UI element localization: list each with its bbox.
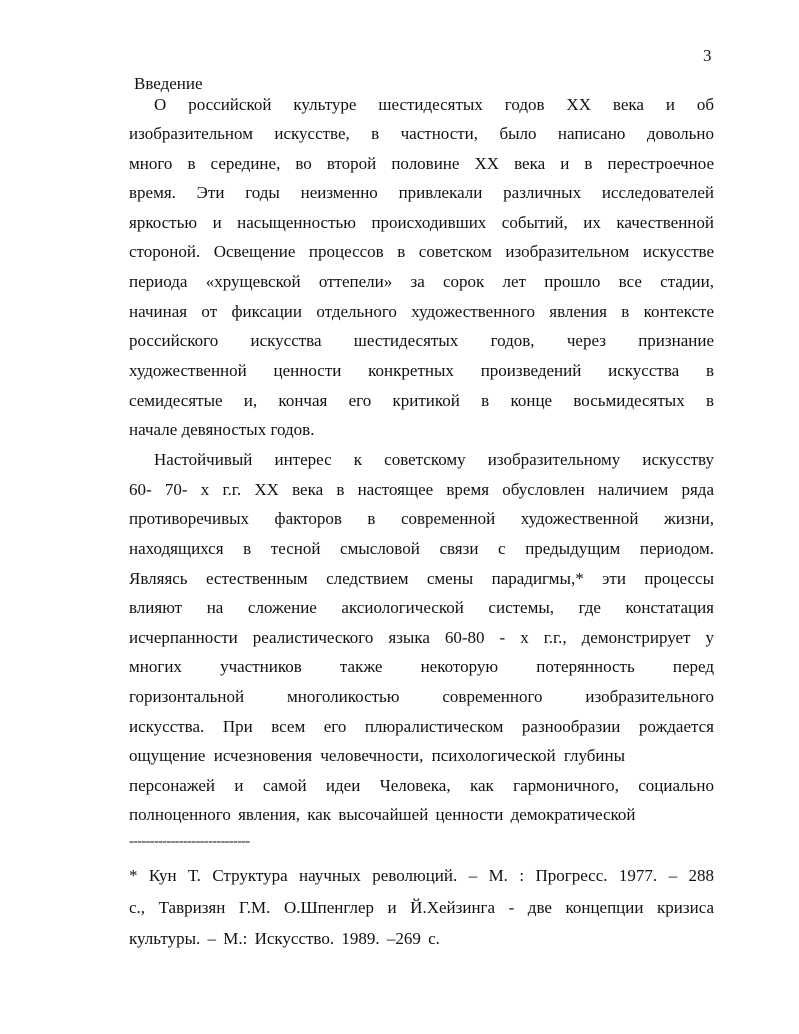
body-line: искусства. При всем его плюралистическом разнообразии рождается <box>129 717 714 736</box>
body-line: начале девяностых годов. <box>129 420 315 439</box>
body-line: влияют на сложение аксиологической системы, где констатация <box>129 598 714 617</box>
body-line: противоречивых факторов в современной художественной жизни, <box>129 509 714 528</box>
body-line: изобразительном искусстве, в частности, было написано довольно <box>129 124 714 143</box>
body-line: время. Эти годы неизменно привлекали различных исследователей <box>129 183 714 202</box>
body-line: многих участников также некоторую потерянность перед <box>129 657 714 676</box>
body-line: начиная от фиксации отдельного художественного явления в контексте <box>129 302 714 321</box>
body-line: 60- 70- х г.г. XX века в настоящее время обусловлен наличием ряда <box>129 480 714 499</box>
body-line: находящихся в тесной смысловой связи с предыдущим периодом. <box>129 539 714 558</box>
body-line: исчерпанности реалистического языка 60-80 - х г.г., демонстрирует у <box>129 628 714 647</box>
body-line: российского искусства шестидесятых годов, через признание <box>129 331 714 350</box>
footnote-separator: ----------------------------- <box>129 834 250 849</box>
page-number: 3 <box>703 46 712 65</box>
body-line: стороной. Освещение процессов в советском изобразительном искусстве <box>129 242 714 261</box>
body-line: яркостью и насыщенностью происходивших событий, их качественной <box>129 213 714 232</box>
footnote-line: культуры. – М.: Искусство. 1989. –269 с. <box>129 929 440 948</box>
body-line: О российской культуре шестидесятых годов XX века и об <box>154 95 714 114</box>
body-line: периода «хрущевской оттепели» за сорок лет прошло все стадии, <box>129 272 714 291</box>
body-line: Являясь естественным следствием смены парадигмы,* эти процессы <box>129 569 714 588</box>
body-line: горизонтальной многоликостью современного изобразительного <box>129 687 714 706</box>
body-line: Настойчивый интерес к советскому изобразительному искусству <box>154 450 714 469</box>
section-heading: Введение <box>134 74 203 93</box>
body-line: художественной ценности конкретных произведений искусства в <box>129 361 714 380</box>
body-line: полноценного явления, как высочайшей ценности демократической <box>129 805 636 824</box>
body-line: персонажей и самой идеи Человека, как гармоничного, социально <box>129 776 714 795</box>
body-line: много в середине, во второй половине XX века и в перестроечное <box>129 154 714 173</box>
body-line: ощущение исчезновения человечности, психологической глубины <box>129 746 626 765</box>
footnote-line: * Кун Т. Структура научных революций. – М. : Прогресс. 1977. – 288 <box>129 866 714 885</box>
footnote-line: с., Тавризян Г.М. О.Шпенглер и Й.Хейзинга - две концепции кризиса <box>129 898 714 917</box>
body-line: семидесятые и, кончая его критикой в конце восьмидесятых в <box>129 391 714 410</box>
